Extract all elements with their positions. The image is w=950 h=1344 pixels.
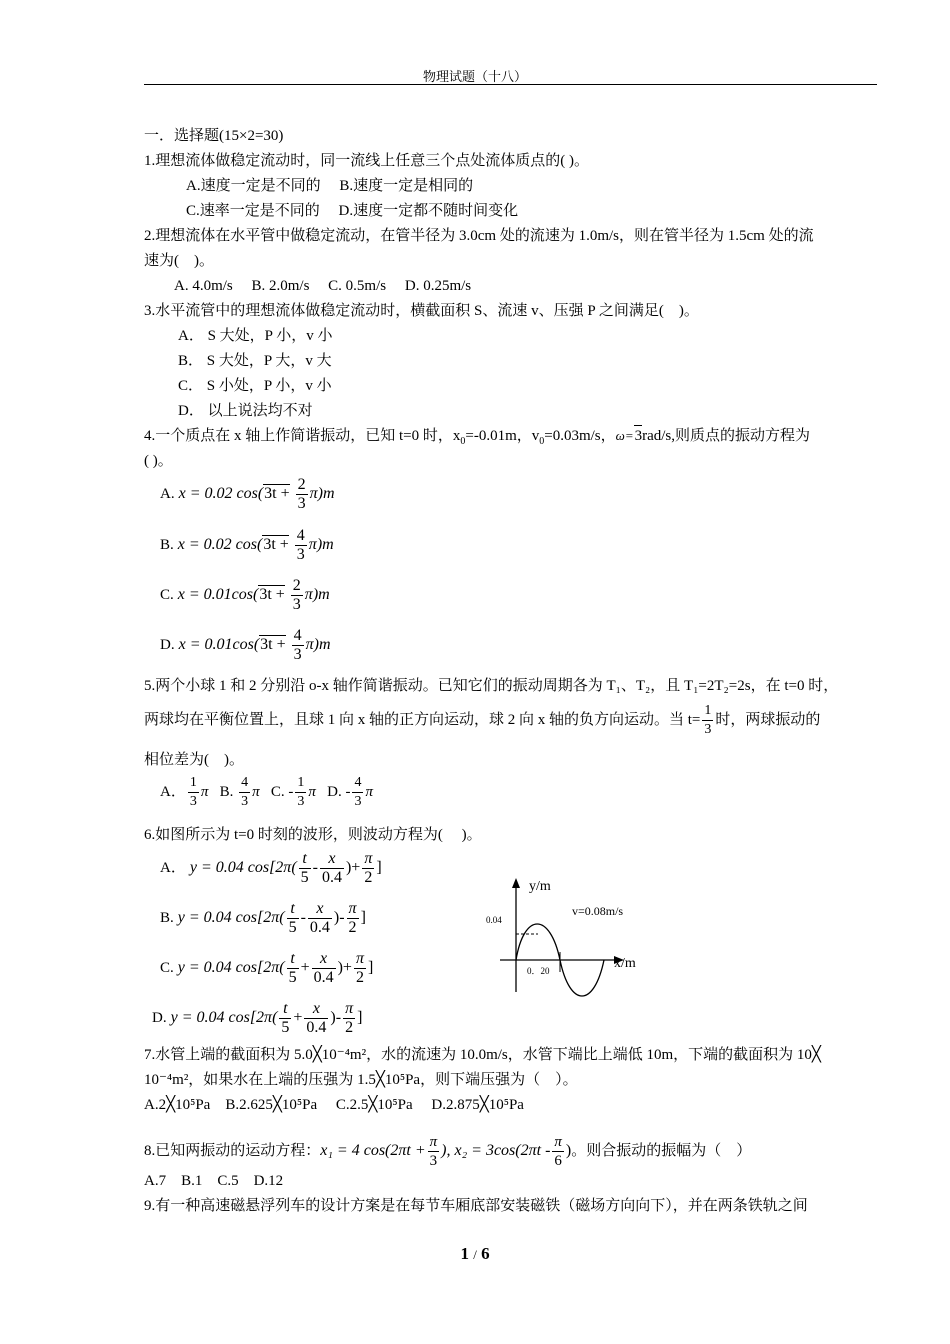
tick-label: 0．20 <box>527 966 550 976</box>
q2-stem-line2: 速为( )。 <box>144 253 214 269</box>
amplitude-label: 0.04 <box>486 915 502 925</box>
q5-stem-line2: 两球均在平衡位置上，且球 1 向 x 轴的正方向运动，球 2 向 x 轴的负方向运动。当 t= $\frac{1}{3}$ 时，两球振动的 <box>144 703 821 737</box>
speed-label: v=0.08m/s <box>572 904 624 918</box>
q5-options: A． $\frac{1}{3}$ π B. $\frac{4}{3}$ π C. - $\frac{1}{3}$ π D. - $\frac{4}{3}$ π <box>160 775 373 809</box>
q6-option-b: B. y = 0.04 cos[2π( $\frac{t}{5}$ - $\frac{x}{0.4}$ )- $\frac{\pi}{2}$ ] <box>160 900 366 936</box>
q7-options: A.2╳10⁵Pa B.2.625╳10⁵Pa C.2.5╳10⁵Pa D.2.875╳10⁵Pa <box>144 1097 524 1113</box>
page-number: 1 / 6 <box>460 1244 490 1263</box>
q3-option-d: D． 以上说法均不对 <box>178 403 313 419</box>
header-rule <box>144 84 877 85</box>
q5-stem-line3: 相位差为( )。 <box>144 752 244 768</box>
q4-option-b: B. x = 0.02 cos(3t + $\frac{4}{3}$ π)m <box>160 527 334 563</box>
q4-option-d: D. x = 0.01cos(3t + $\frac{4}{3}$ π)m <box>160 627 331 663</box>
q5-stem-line1: 5.两个小球 1 和 2 分别沿 o-x 轴作简谐振动。已知它们的振动周期各为 T₁、T₂，且 T₁=2T₂=2s，在 t=0 时， <box>144 678 839 694</box>
q2-options: A. 4.0m/s B. 2.0m/s C. 0.5m/s D. 0.25m/s <box>174 278 472 294</box>
section-title: 一．选择题(15×2=30) <box>144 128 284 144</box>
q4-option-c: C. x = 0.01cos(3t + $\frac{2}{3}$ π)m <box>160 577 330 613</box>
omega-symbol: ω= <box>615 428 634 443</box>
y-axis-label: y/m <box>529 879 551 894</box>
q3-stem: 3.水平流管中的理想流体做稳定流动时，横截面积 S、流速 v、压强 P 之间满足( )。 <box>144 303 699 319</box>
q6-option-d: D. y = 0.04 cos[2π( $\frac{t}{5}$ + $\frac{x}{0.4}$ )- $\frac{\pi}{2}$ ] <box>152 1000 363 1036</box>
q3-option-c: C． S 小处，P 小，v 小 <box>178 378 332 394</box>
q8-stem: 8.已知两振动的运动方程：x₁ = 4 cos(2πt + $\frac{\pi}{3}$ ), x₂ = 3cos(2πt - $\frac{\pi}{6}$ )。则合振动的振幅为（ ） <box>144 1134 752 1169</box>
y-axis-arrow <box>512 878 520 888</box>
page-header-title: 物理试题（十八） <box>422 69 527 84</box>
q6-option-a: A． y = 0.04 cos[2π( $\frac{t}{5}$ - $\frac{x}{0.4}$ )+ $\frac{\pi}{2}$ ] <box>160 850 382 886</box>
q9-stem-line1: 9.有一种高速磁悬浮列车的设计方案是在每节车厢底部安装磁铁（磁场方向向下），并在两条铁轨之间 <box>144 1198 808 1214</box>
q1-options-row2: C.速率一定是不同的 D.速度一定都不随时间变化 <box>186 203 519 219</box>
q7-stem-line1: 7.水管上端的截面积为 5.0╳10⁻⁴m²，水的流速为 10.0m/s，水管下端比上端低 10m，下端的截面积为 10╳ <box>144 1047 821 1063</box>
x-axis-label: x/m <box>614 956 636 971</box>
q3-option-b: B． S 大处，P 大，v 大 <box>178 353 332 369</box>
q3-option-a: A． S 大处，P 小，v 小 <box>178 328 333 344</box>
q6-stem: 6.如图所示为 t=0 时刻的波形，则波动方程为( )。 <box>144 827 482 843</box>
q7-stem-line2: 10⁻⁴m²，如果水在上端的压强为 1.5╳10⁵Pa，则下端压强为（ ）。 <box>144 1072 578 1088</box>
q1-options-row1: A.速度一定是不同的 B.速度一定是相同的 <box>186 178 474 194</box>
q4-option-a: A. x = 0.02 cos(3t + $\frac{2}{3}$ π)m <box>160 476 335 512</box>
q8-options: A.7 B.1 C.5 D.12 <box>144 1173 284 1189</box>
wave-figure <box>480 872 650 997</box>
q1-stem: 1.理想流体做稳定流动时，同一流线上任意三个点处流体质点的( )。 <box>144 153 589 169</box>
q4-stem-line2: ( )。 <box>144 453 173 469</box>
q2-stem-line1: 2.理想流体在水平管中做稳定流动，在管半径为 3.0cm 处的流速为 1.0m/s，则在管半径为 1.5cm 处的流 <box>144 228 814 244</box>
q4-stem-line1: 4.一个质点在 x 轴上作简谐振动，已知 t=0 时，$x_0=-0.01m$，$v_0=0.03m/s$，ω=3rad/s,则质点的振动方程为 <box>144 425 810 446</box>
q6-option-c: C. y = 0.04 cos[2π( $\frac{t}{5}$ + $\frac{x}{0.4}$ )+ $\frac{\pi}{2}$ ] <box>160 950 374 986</box>
